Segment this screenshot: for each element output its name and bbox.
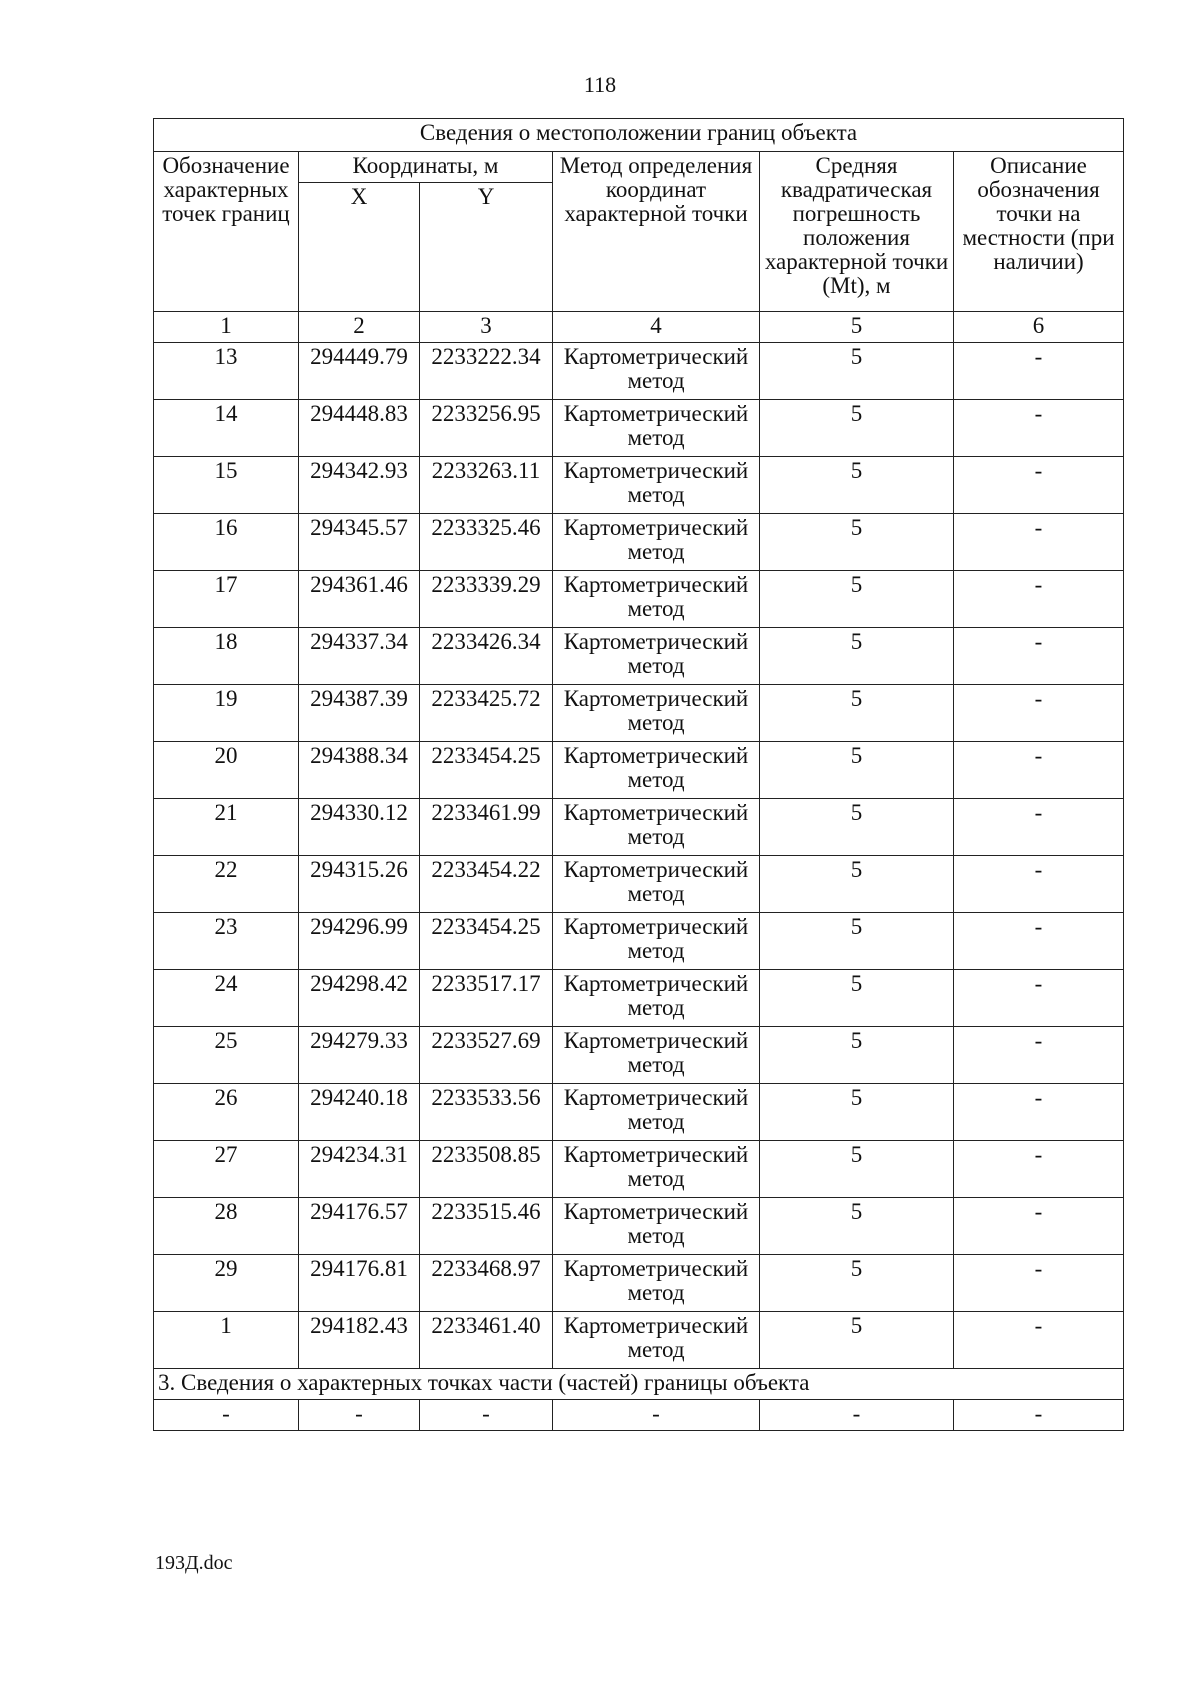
x-cell: 294176.57 [299,1198,420,1255]
header-description: Описание обозначения точки на местности (при наличии) [954,152,1124,312]
description-cell: - [954,514,1124,571]
header-method: Метод определения координат характерной точки [553,152,760,312]
column-number: 3 [420,312,553,343]
point-cell: 1 [154,1312,299,1369]
description-cell: - [954,685,1124,742]
error-cell: 5 [760,514,954,571]
method-cell: Картометрический метод [553,571,760,628]
x-cell: 294388.34 [299,742,420,799]
y-cell: 2233461.40 [420,1312,553,1369]
point-cell: 20 [154,742,299,799]
column-number: 4 [553,312,760,343]
table-row [154,799,1124,856]
y-cell: 2233263.11 [420,457,553,514]
y-cell: 2233325.46 [420,514,553,571]
point-cell: 16 [154,514,299,571]
method-cell: Картометрический метод [553,1027,760,1084]
point-cell: 29 [154,1255,299,1312]
table-row [154,1198,1124,1255]
table-row [154,742,1124,799]
description-cell: - [954,913,1124,970]
header-x: X [299,183,420,312]
error-cell: 5 [760,571,954,628]
y-cell: 2233515.46 [420,1198,553,1255]
y-cell: 2233454.25 [420,913,553,970]
page-number: 118 [583,72,617,97]
table-row [154,856,1124,913]
table-row [154,457,1124,514]
table-row [154,1027,1124,1084]
y-cell: 2233222.34 [420,343,553,400]
method-cell: Картометрический метод [553,1312,760,1369]
x-cell: 294448.83 [299,400,420,457]
y-cell: 2233426.34 [420,628,553,685]
method-cell: Картометрический метод [553,1198,760,1255]
x-cell: 294330.12 [299,799,420,856]
method-cell: Картометрический метод [553,628,760,685]
error-cell: 5 [760,400,954,457]
header-y: Y [420,183,553,312]
description-cell: - [954,1312,1124,1369]
point-cell: 13 [154,343,299,400]
column-number: 6 [954,312,1124,343]
y-cell: 2233339.29 [420,571,553,628]
method-cell: Картометрический метод [553,1141,760,1198]
table-title: Сведения о местоположении границ объекта [154,119,1124,152]
error-cell: 5 [760,1141,954,1198]
table-row [154,1084,1124,1141]
table-row [154,913,1124,970]
x-cell: 294298.42 [299,970,420,1027]
header-point-designation: Обозначение характерных точек границ [154,152,299,312]
description-cell: - [954,1027,1124,1084]
x-cell: 294387.39 [299,685,420,742]
description-cell: - [954,343,1124,400]
description-cell: - [954,400,1124,457]
column-number: 1 [154,312,299,343]
y-cell: 2233468.97 [420,1255,553,1312]
section-3-empty-row [154,1400,1124,1431]
table-title-row [154,119,1124,152]
footer-filename: 193Д.doc [155,1552,233,1574]
point-cell: 25 [154,1027,299,1084]
boundary-points-table [153,118,1124,1431]
x-cell: 294182.43 [299,1312,420,1369]
y-cell: 2233527.69 [420,1027,553,1084]
x-cell: 294337.34 [299,628,420,685]
y-cell: 2233425.72 [420,685,553,742]
point-cell: 17 [154,571,299,628]
error-cell: 5 [760,970,954,1027]
y-cell: 2233508.85 [420,1141,553,1198]
x-cell: 294345.57 [299,514,420,571]
method-cell: Картометрический метод [553,685,760,742]
x-cell: 294234.31 [299,1141,420,1198]
error-cell: 5 [760,1255,954,1312]
error-cell: 5 [760,685,954,742]
method-cell: Картометрический метод [553,856,760,913]
error-cell: 5 [760,1198,954,1255]
error-cell: 5 [760,742,954,799]
point-cell: 23 [154,913,299,970]
description-cell: - [954,799,1124,856]
y-cell: 2233461.99 [420,799,553,856]
y-cell: 2233517.17 [420,970,553,1027]
table-cell: - [954,1400,1124,1431]
description-cell: - [954,856,1124,913]
section-3-title: 3. Сведения о характерных точках части (частей) границы объекта [154,1369,1124,1400]
method-cell: Картометрический метод [553,913,760,970]
error-cell: 5 [760,1027,954,1084]
x-cell: 294449.79 [299,343,420,400]
x-cell: 294342.93 [299,457,420,514]
table-row [154,400,1124,457]
column-number: 5 [760,312,954,343]
description-cell: - [954,1198,1124,1255]
table-row [154,514,1124,571]
table-row [154,970,1124,1027]
x-cell: 294279.33 [299,1027,420,1084]
error-cell: 5 [760,799,954,856]
table-cell: - [154,1400,299,1431]
point-cell: 22 [154,856,299,913]
x-cell: 294315.26 [299,856,420,913]
error-cell: 5 [760,628,954,685]
method-cell: Картометрический метод [553,970,760,1027]
table-row [154,1141,1124,1198]
y-cell: 2233454.22 [420,856,553,913]
table-cell: - [299,1400,420,1431]
x-cell: 294240.18 [299,1084,420,1141]
point-cell: 19 [154,685,299,742]
error-cell: 5 [760,1084,954,1141]
y-cell: 2233533.56 [420,1084,553,1141]
y-cell: 2233454.25 [420,742,553,799]
method-cell: Картометрический метод [553,343,760,400]
description-cell: - [954,970,1124,1027]
error-cell: 5 [760,856,954,913]
description-cell: - [954,1255,1124,1312]
table-cell: - [553,1400,760,1431]
error-cell: 5 [760,343,954,400]
table-cell: - [420,1400,553,1431]
error-cell: 5 [760,1312,954,1369]
y-cell: 2233256.95 [420,400,553,457]
table-row [154,1255,1124,1312]
header-coordinates: Координаты, м [299,152,553,183]
x-cell: 294361.46 [299,571,420,628]
table-row [154,628,1124,685]
method-cell: Картометрический метод [553,799,760,856]
section-3-row [154,1369,1124,1400]
method-cell: Картометрический метод [553,742,760,799]
x-cell: 294176.81 [299,1255,420,1312]
point-cell: 18 [154,628,299,685]
description-cell: - [954,742,1124,799]
point-cell: 21 [154,799,299,856]
description-cell: - [954,457,1124,514]
point-cell: 28 [154,1198,299,1255]
error-cell: 5 [760,457,954,514]
description-cell: - [954,1141,1124,1198]
point-cell: 15 [154,457,299,514]
column-number: 2 [299,312,420,343]
header-error: Средняя квадратическая погрешность положения характерной точки (Mt), м [760,152,954,312]
x-cell: 294296.99 [299,913,420,970]
error-cell: 5 [760,913,954,970]
point-cell: 26 [154,1084,299,1141]
table-row [154,685,1124,742]
table-row [154,343,1124,400]
point-cell: 24 [154,970,299,1027]
table-row [154,571,1124,628]
method-cell: Картометрический метод [553,514,760,571]
header-row [154,152,1124,183]
description-cell: - [954,571,1124,628]
table-cell: - [760,1400,954,1431]
method-cell: Картометрический метод [553,1255,760,1312]
method-cell: Картометрический метод [553,400,760,457]
method-cell: Картометрический метод [553,457,760,514]
description-cell: - [954,1084,1124,1141]
table-row [154,1312,1124,1369]
method-cell: Картометрический метод [553,1084,760,1141]
point-cell: 27 [154,1141,299,1198]
description-cell: - [954,628,1124,685]
point-cell: 14 [154,400,299,457]
column-number-row [154,312,1124,343]
